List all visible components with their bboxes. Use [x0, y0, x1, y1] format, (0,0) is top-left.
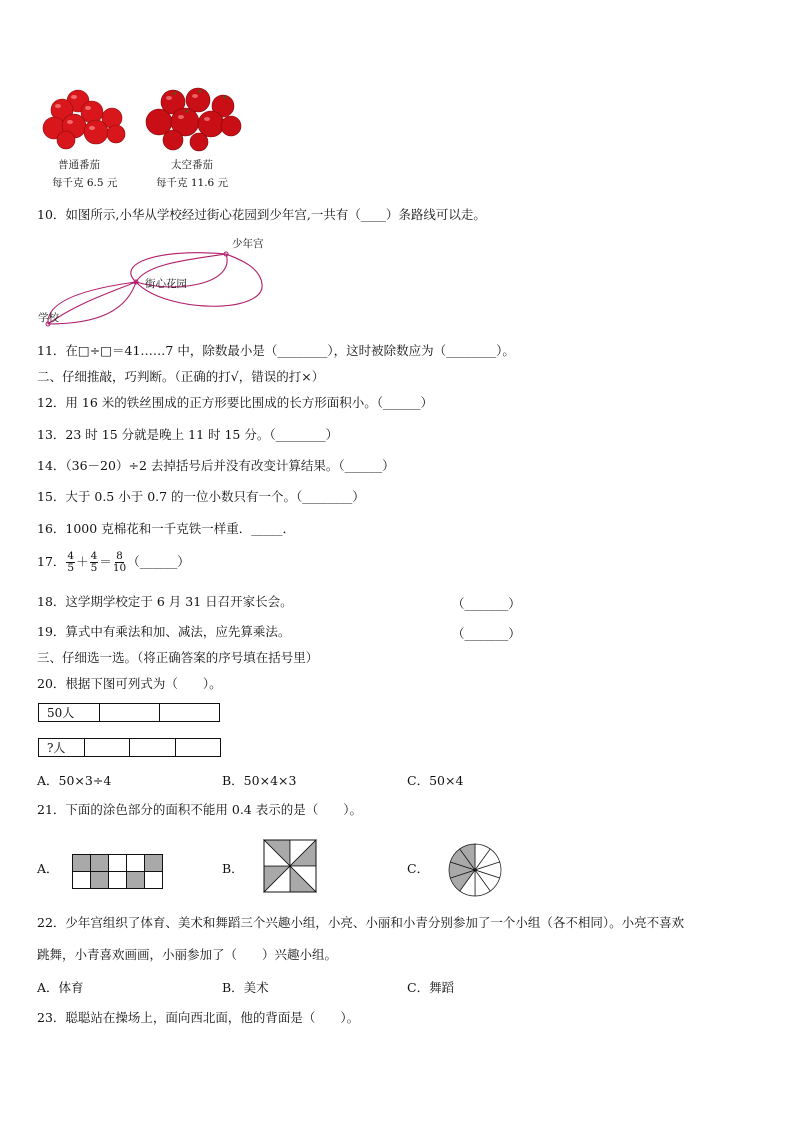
segment-bar-1	[38, 703, 220, 722]
tomato-normal-name: 普通番茄	[58, 159, 100, 171]
question-23: 23．聪聪站在操场上，面向西北面，他的背面是（ ）。	[37, 1010, 360, 1025]
question-19: 19．算式中有乘法和加、减法，应先算乘法。	[37, 624, 291, 639]
tomato-normal-image	[40, 88, 130, 150]
question-19-blank: （_______）	[452, 626, 521, 641]
question-22-line-1: 22．少年宫组织了体育、美术和舞蹈三个兴趣小组，小亮、小丽和小青分别参加了一个小组（各不相同）。小亮不喜欢	[37, 915, 685, 930]
segment-bar-2-label: ?人	[39, 739, 85, 756]
square-figure-b	[263, 839, 317, 893]
tomato-normal-price: 每千克 6.5 元	[52, 177, 118, 189]
tomato-space-price: 每千克 11.6 元	[156, 177, 229, 189]
segment-bar-2	[38, 738, 221, 757]
question-22-option-b: B．美术	[222, 980, 269, 995]
question-21-option-a: A．	[37, 861, 59, 876]
question-12: 12．用 16 米的铁丝围成的正方形要比围成的长方形面积小。（______）	[37, 395, 434, 410]
tomato-space-name: 太空番茄	[171, 159, 213, 171]
circle-figure-c	[447, 842, 503, 898]
question-20: 20．根据下图可列式为（ ）。	[37, 676, 222, 691]
section-3-heading: 三、仔细选一选。（将正确答案的序号填在括号里）	[37, 650, 319, 665]
fraction-3: $\frac{8}{10}$	[112, 550, 127, 574]
question-20-option-a: A．50×3÷4	[37, 773, 112, 788]
question-17: 17． $\frac{4}{5}$ ＋ $\frac{4}{5}$ ＝ $\frac{8}{10}$ （______）	[37, 550, 190, 574]
question-10: 10．如图所示,小华从学校经过街心花园到少年宫,一共有（____）条路线可以走。	[37, 207, 486, 222]
label-garden: 街心花园	[145, 278, 187, 290]
fraction-1: $\frac{4}{5}$	[67, 550, 75, 574]
question-20-option-b: B．50×4×3	[222, 773, 297, 788]
question-15: 15．大于 0.5 小于 0.7 的一位小数只有一个。（________）	[37, 489, 365, 504]
question-21-option-c: C．	[407, 861, 430, 876]
question-22-line-2: 跳舞，小青喜欢画画，小丽参加了（ ）兴趣小组。	[37, 947, 338, 962]
fraction-2: $\frac{4}{5}$	[90, 550, 98, 574]
grid-figure-a	[72, 854, 163, 889]
question-22-option-a: A．体育	[37, 980, 84, 995]
question-18-blank: （_______）	[452, 596, 521, 611]
question-16: 16．1000 克棉花和一千克铁一样重．_____．	[37, 521, 295, 536]
question-18: 18．这学期学校定于 6 月 31 日召开家长会。	[37, 594, 293, 609]
question-22-option-c: C．舞蹈	[407, 980, 455, 995]
tomato-space-image	[143, 86, 243, 152]
question-14: 14．（36－20）÷2 去掉括号后并没有改变计算结果。（______）	[37, 458, 395, 473]
label-school: 学校	[38, 312, 59, 324]
segment-bar-1-label: 50人	[39, 704, 100, 721]
question-13: 13．23 时 15 分就是晚上 11 时 15 分。（________）	[37, 427, 339, 442]
question-21: 21．下面的涂色部分的面积不能用 0.4 表示的是（ ）。	[37, 802, 362, 817]
section-2-heading: 二、仔细推敲，巧判断。（正确的打√，错误的打×）	[37, 369, 325, 384]
question-21-option-b: B．	[222, 861, 244, 876]
label-palace: 少年宫	[232, 238, 264, 250]
question-20-option-c: C．50×4	[407, 773, 464, 788]
question-11: 11．在□÷□＝41……7 中，除数最小是（________），这时被除数应为（________）。	[37, 343, 515, 358]
